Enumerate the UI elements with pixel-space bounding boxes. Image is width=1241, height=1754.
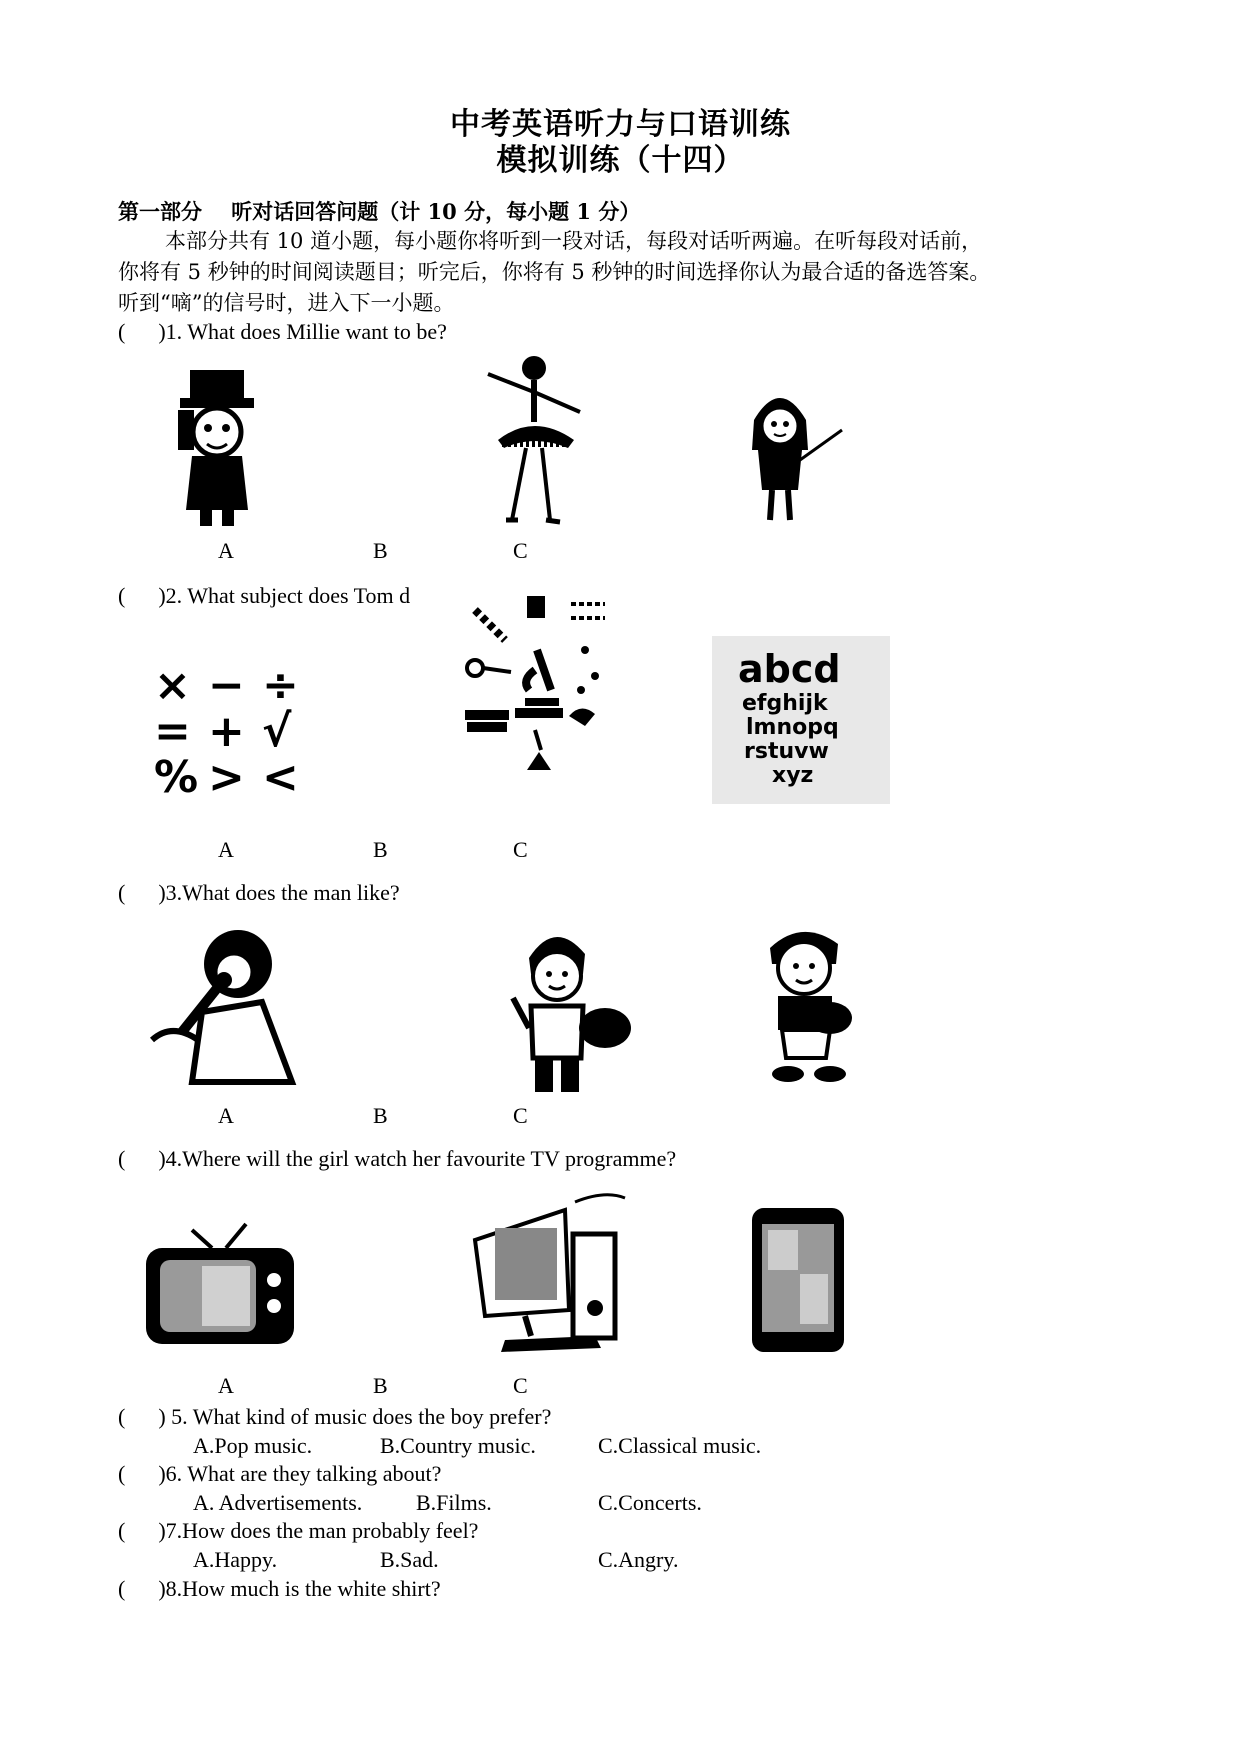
alphabet-line: rstuvw bbox=[744, 739, 829, 764]
science-icon bbox=[455, 590, 615, 780]
intro-line-3: 听到“嘀”的信号时，进入下一小题。 bbox=[118, 291, 455, 315]
math-symbol: > bbox=[208, 752, 245, 800]
math-symbol: < bbox=[262, 752, 299, 800]
intro-line-1: 本部分共有 10 道小题，每小题你将听到一段对话，每段对话听两遍。在听每段对话前， bbox=[165, 229, 983, 253]
computer-icon bbox=[465, 1190, 635, 1358]
option-label-c: C bbox=[513, 1103, 528, 1128]
alphabet-line: xyz bbox=[772, 763, 814, 788]
math-symbol: ÷ bbox=[262, 660, 299, 711]
math-symbol: √ bbox=[262, 706, 292, 757]
option-c: C.Angry. bbox=[598, 1547, 679, 1572]
option-a: A.Happy. bbox=[193, 1547, 278, 1572]
option-label-c: C bbox=[513, 1373, 528, 1398]
question-7: ( )7.How does the man probably feel? bbox=[118, 1518, 479, 1543]
option-b: B.Films. bbox=[416, 1490, 492, 1515]
mobile-phone-icon bbox=[748, 1204, 848, 1356]
question-8: ( )8.How much is the white shirt? bbox=[118, 1576, 441, 1601]
option-label-a: A bbox=[218, 1373, 234, 1398]
painter-icon bbox=[505, 918, 635, 1098]
option-a: A. Advertisements. bbox=[193, 1490, 363, 1515]
option-label-a: A bbox=[218, 538, 234, 563]
option-c: C.Classical music. bbox=[598, 1433, 762, 1458]
alphabet-line: lmnopq bbox=[746, 715, 839, 740]
page-title: 中考英语听力与口语训练 bbox=[450, 107, 791, 142]
option-label-b: B bbox=[373, 1373, 388, 1398]
alphabet-line: efghijk bbox=[742, 691, 828, 716]
option-label-b: B bbox=[373, 1103, 388, 1128]
alphabet-line: abcd bbox=[738, 647, 841, 691]
math-symbols-icon bbox=[150, 660, 310, 800]
detective-icon bbox=[172, 360, 262, 530]
question-3: ( )3.What does the man like? bbox=[118, 880, 400, 905]
singer-icon bbox=[142, 922, 312, 1092]
option-a: A.Pop music. bbox=[193, 1433, 313, 1458]
television-icon bbox=[142, 1210, 298, 1360]
page-subtitle: 模拟训练（十四） bbox=[496, 143, 745, 178]
guitar-boy-icon bbox=[752, 918, 862, 1088]
math-symbol: = bbox=[154, 706, 191, 757]
math-symbol: − bbox=[208, 660, 245, 711]
question-5: ( ) 5. What kind of music does the boy prefer? bbox=[118, 1404, 552, 1429]
section-heading: 第一部分 听对话回答问题（计 10 分，每小题 1 分） bbox=[118, 199, 641, 224]
option-b: B.Sad. bbox=[380, 1547, 439, 1572]
teacher-icon bbox=[740, 380, 850, 530]
option-b: B.Country music. bbox=[380, 1433, 536, 1458]
question-4: ( )4.Where will the girl watch her favourite TV programme? bbox=[118, 1146, 677, 1171]
option-label-b: B bbox=[373, 837, 388, 862]
option-c: C.Concerts. bbox=[598, 1490, 702, 1515]
question-1: ( )1. What does Millie want to be? bbox=[118, 319, 447, 344]
question-6: ( )6. What are they talking about? bbox=[118, 1461, 442, 1486]
ballerina-icon bbox=[478, 352, 588, 532]
math-symbol: + bbox=[208, 706, 245, 757]
option-label-c: C bbox=[513, 538, 528, 563]
alphabet-icon bbox=[712, 636, 890, 804]
math-symbol: × bbox=[154, 660, 191, 711]
option-label-a: A bbox=[218, 1103, 234, 1128]
math-symbol: % bbox=[154, 752, 199, 800]
option-label-c: C bbox=[513, 837, 528, 862]
intro-line-2: 你将有 5 秒钟的时间阅读题目；听完后，你将有 5 秒钟的时间选择你认为最合适的备选答案。 bbox=[118, 260, 991, 284]
option-label-b: B bbox=[373, 538, 388, 563]
question-2: ( )2. What subject does Tom d bbox=[118, 583, 411, 608]
option-label-a: A bbox=[218, 837, 234, 862]
